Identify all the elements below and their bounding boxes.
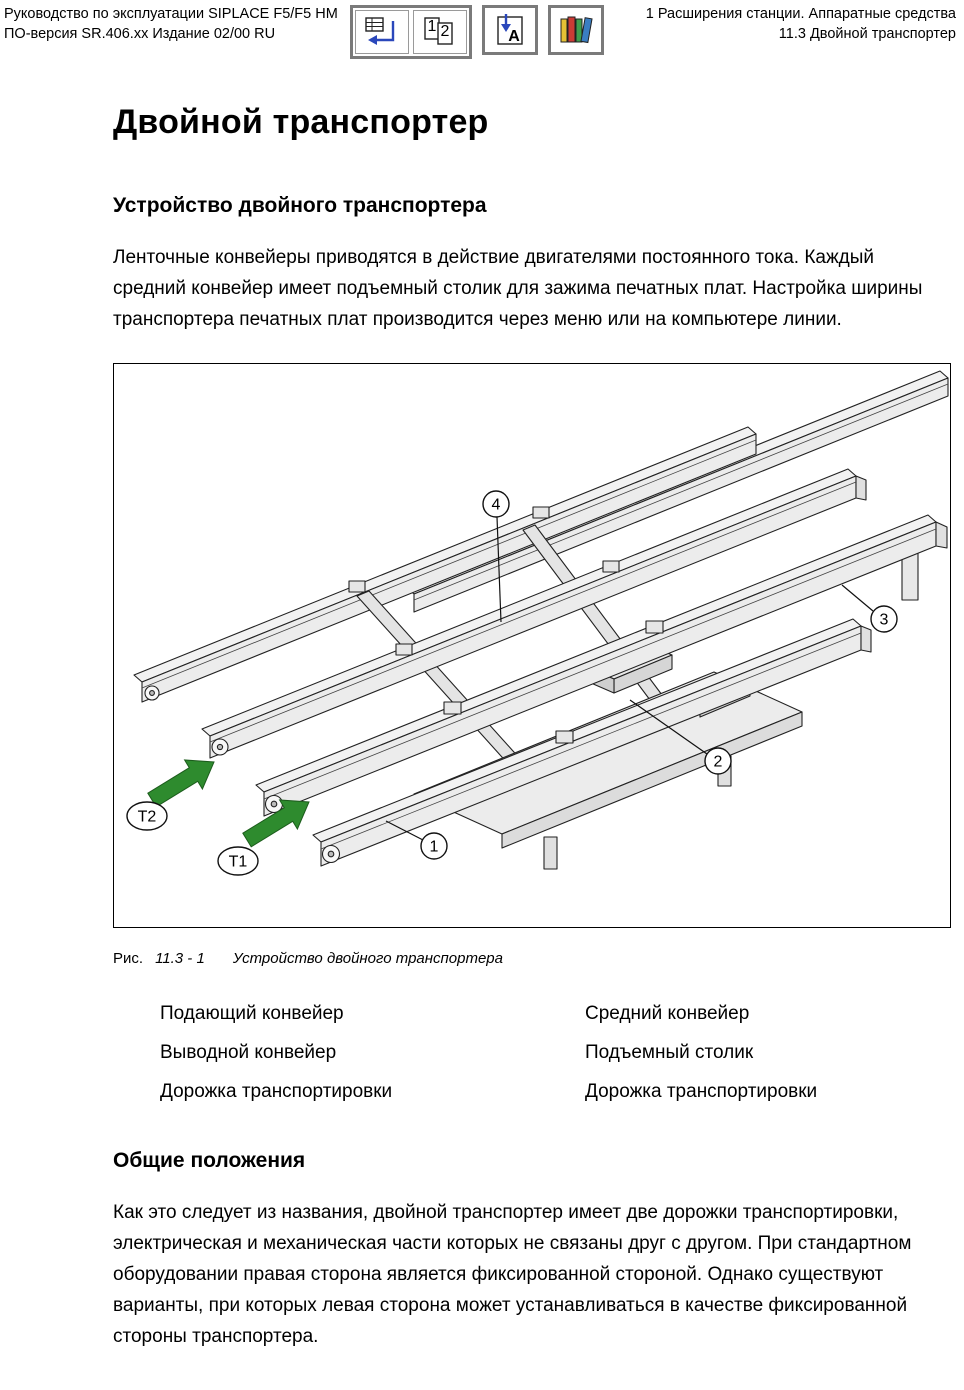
- track-label-t1: T1: [228, 853, 248, 871]
- header-right-block: [618, 4, 956, 44]
- callout-2: 2: [713, 753, 723, 771]
- callout-1: 1: [429, 838, 439, 856]
- header-section-line: 11.3 Двойной транспортер: [778, 26, 956, 42]
- nav-icon-group: [350, 5, 472, 59]
- legend-item-transport-track-left: Дорожка транспортировки: [160, 1081, 393, 1102]
- figure-caption: [113, 950, 951, 967]
- header-chapter-line: 1 Расширения станции. Аппаратные средства: [645, 6, 956, 22]
- index-letter-glyph: A: [508, 28, 520, 45]
- direction-arrow-t2: [148, 760, 214, 807]
- callout-3: 3: [879, 611, 889, 629]
- section-heading-device: Устройство двойного транспортера: [113, 194, 487, 217]
- figure-legend: [160, 1001, 951, 1105]
- page-title: Двойной транспортер: [113, 103, 489, 141]
- page-overview-icon: [421, 15, 459, 49]
- rail-back: [406, 371, 948, 612]
- header-left-block: [4, 4, 350, 44]
- figure-double-conveyor: [113, 363, 951, 967]
- legend-item-output-conveyor: Выводной конвейер: [160, 1042, 337, 1063]
- callout-4: 4: [491, 496, 501, 514]
- figure-frame: [113, 363, 951, 928]
- figure-caption-title: Устройство двойного транспортера: [232, 950, 503, 967]
- section-heading-general: Общие положения: [113, 1149, 306, 1172]
- legend-item-transport-track-right: Дорожка транспортировки: [585, 1081, 818, 1102]
- header-manual-title: Руководство по эксплуатации SIPLACE F5/F5 HM: [4, 6, 338, 22]
- double-conveyor-diagram: [114, 364, 950, 927]
- index-icon: [491, 12, 529, 48]
- figure-caption-number: 11.3 - 1: [155, 950, 205, 967]
- library-books-icon: [557, 12, 595, 48]
- page-content: [0, 103, 964, 1352]
- nav-library-button[interactable]: [548, 5, 604, 55]
- header-nav-icons: [350, 5, 604, 59]
- track-label-t2: T2: [137, 808, 157, 826]
- conveyor-drawing: [134, 371, 948, 869]
- legend-item-lift-table: Подъемный столик: [585, 1042, 754, 1063]
- nav-contents-button[interactable]: [355, 10, 409, 54]
- header-version-line: ПО-версия SR.406.xx Издание 02/00 RU: [4, 26, 276, 42]
- page-2-glyph: 2: [440, 23, 450, 40]
- legend-item-middle-conveyor: Средний конвейер: [585, 1003, 750, 1024]
- section-paragraph-device: Ленточные конвейеры приводятся в действие двигателями постоянного тока. Каждый средний конвейер имеет подъемный столик для зажима печатных плат. Настройка ширины транспортера печатных плат производится через меню или на компьютере линии.: [113, 247, 923, 330]
- nav-index-button[interactable]: [482, 5, 538, 55]
- track-labels: [127, 802, 258, 875]
- page-header: [0, 0, 964, 59]
- contents-return-icon: [363, 15, 401, 49]
- page-1-glyph: 1: [427, 18, 437, 35]
- legend-item-feed-conveyor: Подающий конвейер: [160, 1003, 344, 1024]
- nav-pages-button[interactable]: [413, 10, 467, 54]
- section-paragraph-general: Как это следует из названия, двойной транспортер имеет две дорожки транспортировки, электрическая и механическая части которых не связаны друг с другом. При стандартном оборудовании правая сторона является фиксированной стороной. Однако существуют варианты, при которых левая сторона может устанавливаться в качестве фиксированной стороны транспортера.: [113, 1202, 912, 1347]
- figure-caption-label: Рис.: [113, 950, 144, 967]
